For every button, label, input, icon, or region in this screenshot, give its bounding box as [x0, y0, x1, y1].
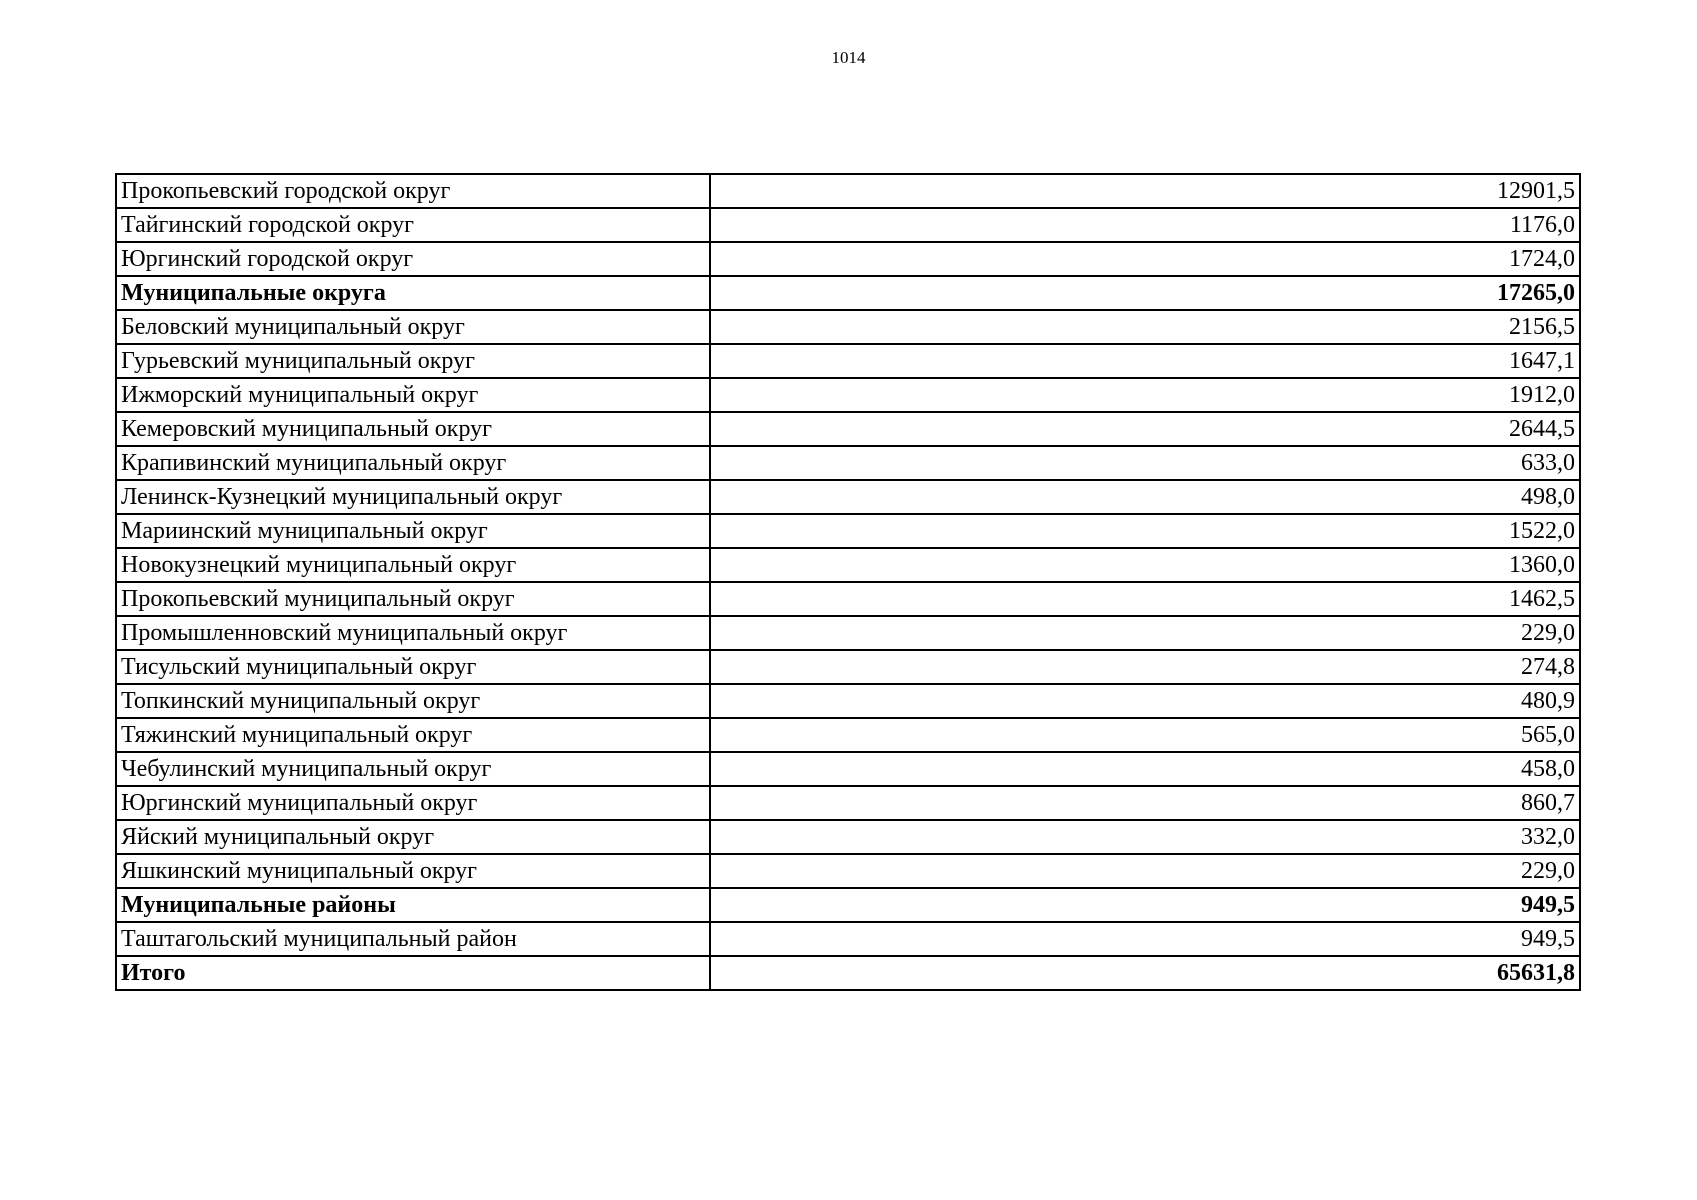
page-number: 1014 [831, 48, 866, 67]
table-row [116, 208, 1580, 242]
table-row [116, 446, 1580, 480]
row-value-cell: 2644,5 [710, 412, 1580, 446]
row-value-cell: 2156,5 [710, 310, 1580, 344]
table-row-subtotal [116, 888, 1580, 922]
table-body [116, 174, 1580, 990]
table-row-subtotal [116, 956, 1580, 990]
row-name-cell: Ижморский муниципальный округ [116, 378, 710, 412]
table-row [116, 174, 1580, 208]
table-row [116, 854, 1580, 888]
row-value-cell: 1462,5 [710, 582, 1580, 616]
row-value-cell: 565,0 [710, 718, 1580, 752]
table-row [116, 684, 1580, 718]
row-value-cell: 498,0 [710, 480, 1580, 514]
table-row [116, 242, 1580, 276]
row-value-cell: 65631,8 [710, 956, 1580, 990]
row-value-cell: 229,0 [710, 616, 1580, 650]
table-row [116, 378, 1580, 412]
row-value-cell: 949,5 [710, 888, 1580, 922]
row-name-cell: Тяжинский муниципальный округ [116, 718, 710, 752]
row-name-cell: Гурьевский муниципальный округ [116, 344, 710, 378]
table-row [116, 310, 1580, 344]
row-name-cell: Итого [116, 956, 710, 990]
row-name-cell: Юргинский городской округ [116, 242, 710, 276]
row-name-cell: Крапивинский муниципальный округ [116, 446, 710, 480]
row-name-cell: Чебулинский муниципальный округ [116, 752, 710, 786]
row-value-cell: 1522,0 [710, 514, 1580, 548]
row-name-cell: Прокопьевский городской округ [116, 174, 710, 208]
row-value-cell: 480,9 [710, 684, 1580, 718]
table-row [116, 344, 1580, 378]
table-row [116, 752, 1580, 786]
row-name-cell: Яшкинский муниципальный округ [116, 854, 710, 888]
row-value-cell: 1647,1 [710, 344, 1580, 378]
row-value-cell: 458,0 [710, 752, 1580, 786]
table-row-subtotal [116, 276, 1580, 310]
table-row [116, 786, 1580, 820]
row-name-cell: Муниципальные округа [116, 276, 710, 310]
row-value-cell: 633,0 [710, 446, 1580, 480]
row-value-cell: 949,5 [710, 922, 1580, 956]
row-name-cell: Новокузнецкий муниципальный округ [116, 548, 710, 582]
row-name-cell: Мариинский муниципальный округ [116, 514, 710, 548]
row-name-cell: Ленинск-Кузнецкий муниципальный округ [116, 480, 710, 514]
row-name-cell: Беловский муниципальный округ [116, 310, 710, 344]
row-value-cell: 1912,0 [710, 378, 1580, 412]
row-name-cell: Муниципальные районы [116, 888, 710, 922]
row-name-cell: Прокопьевский муниципальный округ [116, 582, 710, 616]
row-name-cell: Таштагольский муниципальный район [116, 922, 710, 956]
row-name-cell: Тисульский муниципальный округ [116, 650, 710, 684]
row-name-cell: Топкинский муниципальный округ [116, 684, 710, 718]
row-value-cell: 332,0 [710, 820, 1580, 854]
row-value-cell: 229,0 [710, 854, 1580, 888]
row-name-cell: Тайгинский городской округ [116, 208, 710, 242]
table-row [116, 922, 1580, 956]
table-row [116, 514, 1580, 548]
table-row [116, 650, 1580, 684]
row-value-cell: 1724,0 [710, 242, 1580, 276]
table-row [116, 820, 1580, 854]
row-value-cell: 1176,0 [710, 208, 1580, 242]
row-name-cell: Промышленновский муниципальный округ [116, 616, 710, 650]
row-name-cell: Яйский муниципальный округ [116, 820, 710, 854]
row-value-cell: 17265,0 [710, 276, 1580, 310]
table-row [116, 616, 1580, 650]
table-row [116, 480, 1580, 514]
row-name-cell: Кемеровский муниципальный округ [116, 412, 710, 446]
table-row [116, 582, 1580, 616]
table-row [116, 412, 1580, 446]
row-value-cell: 274,8 [710, 650, 1580, 684]
table-row [116, 548, 1580, 582]
allocation-table [115, 173, 1581, 991]
row-name-cell: Юргинский муниципальный округ [116, 786, 710, 820]
row-value-cell: 12901,5 [710, 174, 1580, 208]
row-value-cell: 1360,0 [710, 548, 1580, 582]
table-row [116, 718, 1580, 752]
row-value-cell: 860,7 [710, 786, 1580, 820]
